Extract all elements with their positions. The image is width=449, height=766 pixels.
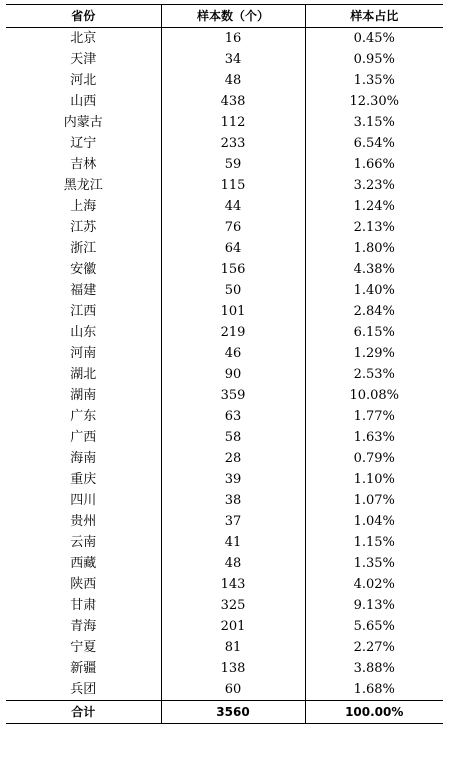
table-row (6, 91, 443, 112)
cell-sample-share: 4.38% (305, 259, 443, 280)
cell-sample-count: 90 (161, 364, 305, 385)
cell-sample-count: 63 (161, 406, 305, 427)
table-row (6, 28, 443, 50)
cell-sample-share: 6.15% (305, 322, 443, 343)
table-body (6, 28, 443, 724)
cell-sample-count: 64 (161, 238, 305, 259)
table-row (6, 448, 443, 469)
cell-sample-count: 48 (161, 553, 305, 574)
cell-province: 新疆 (6, 658, 161, 679)
cell-sample-count: 60 (161, 679, 305, 701)
cell-sample-count: 28 (161, 448, 305, 469)
table-row (6, 679, 443, 701)
table-row (6, 490, 443, 511)
cell-sample-count: 39 (161, 469, 305, 490)
cell-province: 江西 (6, 301, 161, 322)
cell-sample-count: 46 (161, 343, 305, 364)
cell-sample-count: 34 (161, 49, 305, 70)
table-row (6, 385, 443, 406)
cell-sample-count: 438 (161, 91, 305, 112)
table-row (6, 133, 443, 154)
table-row (6, 406, 443, 427)
cell-sample-share: 0.79% (305, 448, 443, 469)
cell-province: 天津 (6, 49, 161, 70)
cell-sample-count: 37 (161, 511, 305, 532)
cell-sample-count: 48 (161, 70, 305, 91)
cell-province: 河北 (6, 70, 161, 91)
cell-province: 湖南 (6, 385, 161, 406)
table-row (6, 427, 443, 448)
cell-province: 重庆 (6, 469, 161, 490)
table-row (6, 238, 443, 259)
table-row (6, 196, 443, 217)
cell-sample-count: 359 (161, 385, 305, 406)
header-sample-share: 样本占比 (305, 5, 443, 28)
cell-sample-count: 101 (161, 301, 305, 322)
cell-sample-count: 41 (161, 532, 305, 553)
header-sample-count: 样本数（个） (161, 5, 305, 28)
table-row (6, 637, 443, 658)
cell-sample-share: 2.27% (305, 637, 443, 658)
table-row (6, 175, 443, 196)
cell-sample-share: 1.77% (305, 406, 443, 427)
cell-province: 山东 (6, 322, 161, 343)
cell-sample-share: 1.07% (305, 490, 443, 511)
cell-province: 海南 (6, 448, 161, 469)
table-row (6, 595, 443, 616)
cell-sample-share: 1.66% (305, 154, 443, 175)
cell-province: 西藏 (6, 553, 161, 574)
cell-province: 河南 (6, 343, 161, 364)
cell-sample-share: 2.53% (305, 364, 443, 385)
table-header (6, 5, 443, 28)
cell-province: 湖北 (6, 364, 161, 385)
cell-sample-share: 1.80% (305, 238, 443, 259)
cell-province: 吉林 (6, 154, 161, 175)
total-sample-share: 100.00% (305, 701, 443, 724)
cell-sample-count: 50 (161, 280, 305, 301)
cell-sample-share: 2.84% (305, 301, 443, 322)
cell-sample-count: 58 (161, 427, 305, 448)
cell-sample-share: 1.40% (305, 280, 443, 301)
table-row (6, 301, 443, 322)
table-row (6, 532, 443, 553)
cell-sample-count: 201 (161, 616, 305, 637)
cell-sample-share: 3.15% (305, 112, 443, 133)
table-row (6, 553, 443, 574)
header-province: 省份 (6, 5, 161, 28)
cell-sample-count: 59 (161, 154, 305, 175)
cell-sample-share: 3.88% (305, 658, 443, 679)
cell-sample-share: 0.95% (305, 49, 443, 70)
cell-province: 辽宁 (6, 133, 161, 154)
cell-sample-share: 1.35% (305, 553, 443, 574)
cell-sample-share: 1.24% (305, 196, 443, 217)
header-row (6, 5, 443, 28)
cell-sample-share: 1.63% (305, 427, 443, 448)
cell-sample-count: 38 (161, 490, 305, 511)
cell-sample-count: 156 (161, 259, 305, 280)
cell-sample-share: 5.65% (305, 616, 443, 637)
cell-sample-count: 44 (161, 196, 305, 217)
table-row (6, 658, 443, 679)
cell-sample-share: 1.29% (305, 343, 443, 364)
province-sample-table (6, 4, 443, 724)
cell-province: 内蒙古 (6, 112, 161, 133)
total-sample-count: 3560 (161, 701, 305, 724)
cell-sample-share: 4.02% (305, 574, 443, 595)
table-row (6, 217, 443, 238)
table-row (6, 154, 443, 175)
total-row (6, 701, 443, 724)
cell-province: 广东 (6, 406, 161, 427)
cell-province: 江苏 (6, 217, 161, 238)
cell-province: 贵州 (6, 511, 161, 532)
table-row (6, 322, 443, 343)
cell-sample-share: 1.15% (305, 532, 443, 553)
table-row (6, 70, 443, 91)
table-row (6, 49, 443, 70)
cell-sample-count: 233 (161, 133, 305, 154)
cell-sample-share: 3.23% (305, 175, 443, 196)
cell-sample-count: 325 (161, 595, 305, 616)
table-row (6, 574, 443, 595)
cell-sample-share: 1.68% (305, 679, 443, 701)
cell-sample-count: 81 (161, 637, 305, 658)
cell-sample-share: 1.10% (305, 469, 443, 490)
cell-province: 山西 (6, 91, 161, 112)
cell-sample-count: 76 (161, 217, 305, 238)
cell-sample-count: 138 (161, 658, 305, 679)
cell-sample-count: 143 (161, 574, 305, 595)
cell-province: 浙江 (6, 238, 161, 259)
cell-sample-share: 9.13% (305, 595, 443, 616)
table-row (6, 259, 443, 280)
cell-sample-count: 115 (161, 175, 305, 196)
table-row (6, 469, 443, 490)
cell-province: 上海 (6, 196, 161, 217)
cell-sample-share: 1.04% (305, 511, 443, 532)
cell-province: 云南 (6, 532, 161, 553)
cell-sample-share: 10.08% (305, 385, 443, 406)
cell-province: 北京 (6, 28, 161, 50)
cell-sample-count: 219 (161, 322, 305, 343)
table-row (6, 511, 443, 532)
cell-sample-count: 112 (161, 112, 305, 133)
cell-province: 兵团 (6, 679, 161, 701)
cell-province: 黑龙江 (6, 175, 161, 196)
cell-province: 安徽 (6, 259, 161, 280)
table-row (6, 343, 443, 364)
cell-sample-count: 16 (161, 28, 305, 50)
cell-province: 福建 (6, 280, 161, 301)
cell-sample-share: 2.13% (305, 217, 443, 238)
cell-province: 甘肃 (6, 595, 161, 616)
table-row (6, 112, 443, 133)
cell-province: 宁夏 (6, 637, 161, 658)
cell-sample-share: 1.35% (305, 70, 443, 91)
table-row (6, 280, 443, 301)
cell-province: 广西 (6, 427, 161, 448)
table-row (6, 616, 443, 637)
cell-province: 四川 (6, 490, 161, 511)
cell-province: 陕西 (6, 574, 161, 595)
total-label: 合计 (6, 701, 161, 724)
cell-province: 青海 (6, 616, 161, 637)
cell-sample-share: 6.54% (305, 133, 443, 154)
table-row (6, 364, 443, 385)
cell-sample-share: 0.45% (305, 28, 443, 50)
cell-sample-share: 12.30% (305, 91, 443, 112)
